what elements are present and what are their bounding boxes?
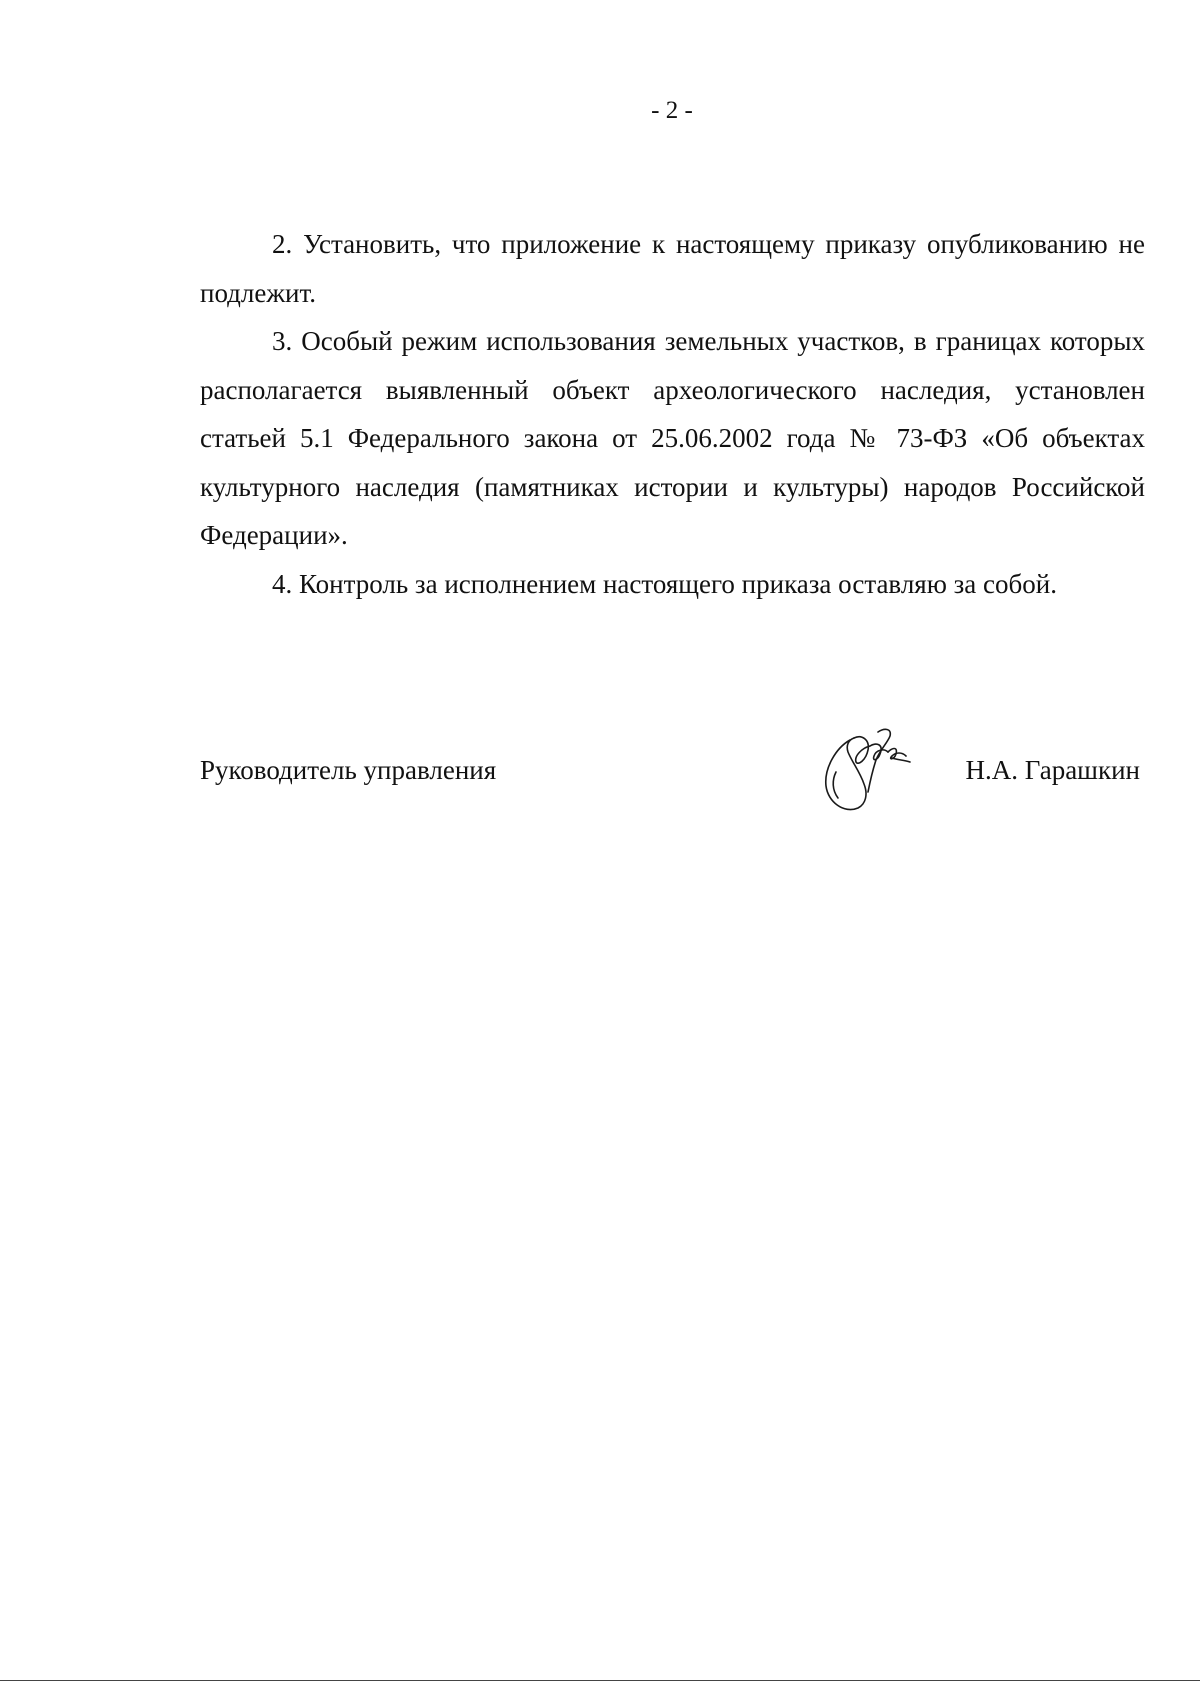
signatory-position: Руководитель управления [200, 755, 497, 785]
paragraph-item-2: 2. Установить, что приложение к настоящему приказу опубликованию не подлежит. [200, 229, 1145, 308]
page-number [0, 96, 1200, 126]
signatory-name: Н.А. Гарашкин [965, 755, 1140, 785]
paragraph-item-3: 3. Особый режим использования земельных участков, в границах которых располагается выявленный объект археологического наследия, установлен статьей 5.1 Федерального закона от 25.06.2002 года № 73-ФЗ «Об объектах культурного наследия (памятниках истории и культуры) народов Российской Федерации». [200, 326, 1145, 550]
document-body [200, 220, 1145, 608]
bottom-divider [0, 1680, 1200, 1681]
page-number-text: - 2 - [651, 97, 693, 124]
handwritten-signature-icon [818, 722, 918, 814]
paragraph-item-4: 4. Контроль за исполнением настоящего приказа оставляю за собой. [272, 568, 1057, 599]
signature-block [200, 752, 1140, 812]
